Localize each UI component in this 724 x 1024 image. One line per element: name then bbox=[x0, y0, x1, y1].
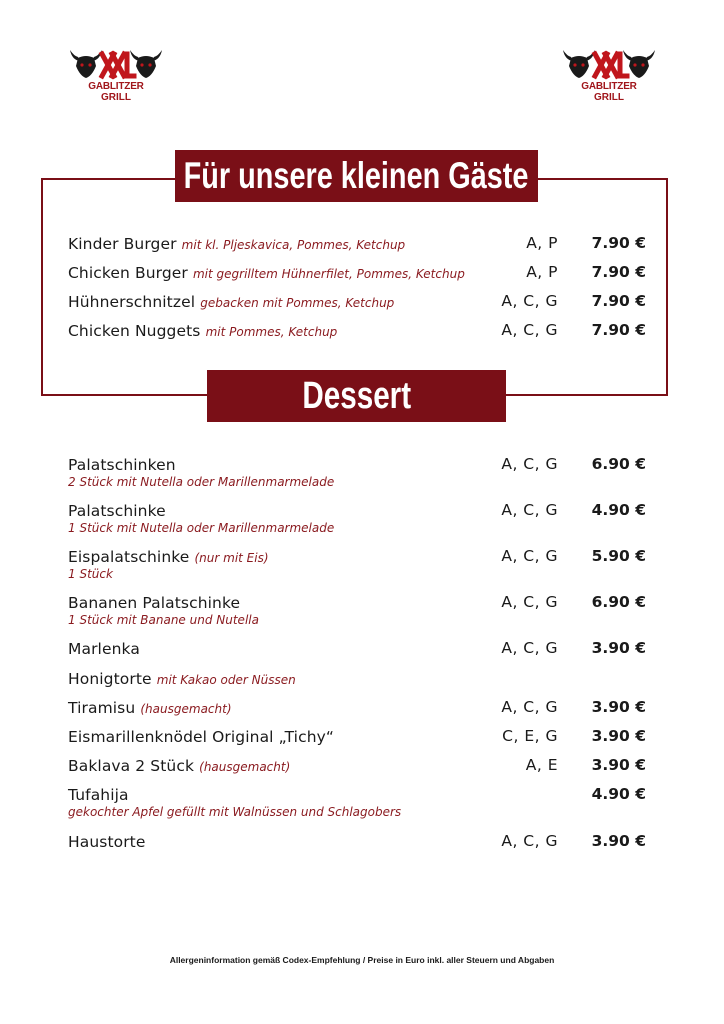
menu-item-line bbox=[68, 263, 465, 282]
menu-item-allergens: A, C, G bbox=[501, 455, 558, 473]
xxl-mark bbox=[561, 46, 657, 82]
menu-item-price: 3.90 € bbox=[591, 639, 646, 657]
menu-item-allergens: A, P bbox=[526, 263, 558, 281]
menu-item-line bbox=[68, 832, 146, 851]
menu-item-allergens: A, C, G bbox=[501, 321, 558, 339]
menu-item-name: Kinder Burger bbox=[68, 235, 177, 253]
menu-item-price: 5.90 € bbox=[591, 547, 646, 565]
menu-item-name: Haustorte bbox=[68, 833, 146, 851]
menu-item-line bbox=[68, 547, 269, 566]
menu-item-subtitle: 1 Stück bbox=[68, 567, 113, 581]
menu-item-subtitle: 1 Stück mit Nutella oder Marillenmarmelade bbox=[68, 521, 335, 535]
menu-item-subtitle: 2 Stück mit Nutella oder Marillenmarmelade bbox=[68, 475, 335, 489]
menu-item-line bbox=[68, 727, 334, 746]
menu-item-name: Chicken Nuggets bbox=[68, 322, 201, 340]
menu-item-description: mit gegrilltem Hühnerfilet, Pommes, Ketchup bbox=[192, 267, 465, 281]
menu-item-description: (hausgemacht) bbox=[140, 702, 232, 716]
menu-item-allergens: A, C, G bbox=[501, 698, 558, 716]
logo-left bbox=[68, 46, 164, 112]
menu-item-allergens: A, P bbox=[526, 234, 558, 252]
menu-item-name: Eismarillenknödel Original „Tichy“ bbox=[68, 728, 335, 746]
menu-item-name: Tiramisu bbox=[68, 699, 136, 717]
menu-item-price: 7.90 € bbox=[591, 292, 646, 310]
menu-item-price: 7.90 € bbox=[591, 321, 646, 339]
footer-note: Allergeninformation gemäß Codex-Empfehlung / Preise in Euro inkl. aller Steuern und Abgaben bbox=[169, 955, 555, 965]
menu-item-price: 3.90 € bbox=[591, 756, 646, 774]
menu-item-allergens: A, C, G bbox=[501, 639, 558, 657]
menu-item-subtitle: 1 Stück mit Banane und Nutella bbox=[68, 613, 259, 627]
menu-item-description: (nur mit Eis) bbox=[194, 551, 269, 565]
menu-item-description: mit Pommes, Ketchup bbox=[205, 325, 338, 339]
menu-item-line bbox=[68, 234, 405, 253]
logo-text-gablitzer: GABLITZER bbox=[88, 81, 144, 92]
menu-item-price: 4.90 € bbox=[591, 501, 646, 519]
menu-item-price: 7.90 € bbox=[591, 234, 646, 252]
kids-section-frame bbox=[41, 178, 668, 396]
menu-item-line bbox=[68, 501, 166, 520]
menu-item-name: Palatschinken bbox=[68, 456, 176, 474]
menu-item-name: Honigtorte bbox=[68, 670, 152, 688]
menu-item-price: 3.90 € bbox=[591, 698, 646, 716]
menu-item-description: mit kl. Pljeskavica, Pommes, Ketchup bbox=[181, 238, 406, 252]
logo-text-gablitzer: GABLITZER bbox=[581, 81, 637, 92]
menu-item-allergens: A, C, G bbox=[501, 832, 558, 850]
menu-item-allergens: A, C, G bbox=[501, 292, 558, 310]
menu-item-line bbox=[68, 321, 337, 340]
menu-item-price: 7.90 € bbox=[591, 263, 646, 281]
menu-item-description: gebacken mit Pommes, Ketchup bbox=[200, 296, 395, 310]
logo-text-grill: GRILL bbox=[594, 92, 624, 103]
menu-item-price: 6.90 € bbox=[591, 593, 646, 611]
menu-item-allergens: A, E bbox=[525, 756, 558, 774]
menu-item-name: Chicken Burger bbox=[68, 264, 188, 282]
menu-item-name: Baklava 2 Stück bbox=[68, 757, 195, 775]
menu-item-allergens: A, C, G bbox=[501, 593, 558, 611]
menu-item-allergens: C, E, G bbox=[502, 727, 558, 745]
logo-text-grill: GRILL bbox=[101, 92, 131, 103]
menu-item-description: mit Kakao oder Nüssen bbox=[156, 673, 296, 687]
logo-right bbox=[561, 46, 657, 112]
kids-section-title: Für unsere kleinen Gäste bbox=[175, 150, 538, 202]
menu-item-allergens: A, C, G bbox=[501, 501, 558, 519]
menu-item-line bbox=[68, 756, 290, 775]
menu-item-line bbox=[68, 455, 176, 474]
menu-item-line bbox=[68, 593, 240, 612]
menu-item-line bbox=[68, 698, 232, 717]
menu-item-subtitle: gekochter Apfel gefüllt mit Walnüssen und Schlagobers bbox=[68, 805, 402, 819]
menu-item-name: Eispalatschinke bbox=[68, 548, 190, 566]
menu-item-price: 4.90 € bbox=[591, 785, 646, 803]
menu-item-name: Marlenka bbox=[68, 640, 140, 658]
menu-item-allergens: A, C, G bbox=[501, 547, 558, 565]
menu-item-line bbox=[68, 669, 296, 688]
menu-item-description: (hausgemacht) bbox=[199, 760, 291, 774]
menu-item-line bbox=[68, 785, 129, 804]
menu-item-name: Palatschinke bbox=[68, 502, 166, 520]
menu-item-line bbox=[68, 639, 140, 658]
menu-item-price: 3.90 € bbox=[591, 832, 646, 850]
menu-item-name: Bananen Palatschinke bbox=[68, 594, 241, 612]
dessert-section-title: Dessert bbox=[207, 370, 506, 422]
menu-item-line bbox=[68, 292, 394, 311]
menu-item-price: 6.90 € bbox=[591, 455, 646, 473]
xxl-mark bbox=[68, 46, 164, 82]
menu-item-name: Tufahija bbox=[68, 786, 129, 804]
menu-item-name: Hühnerschnitzel bbox=[68, 293, 196, 311]
menu-item-price: 3.90 € bbox=[591, 727, 646, 745]
